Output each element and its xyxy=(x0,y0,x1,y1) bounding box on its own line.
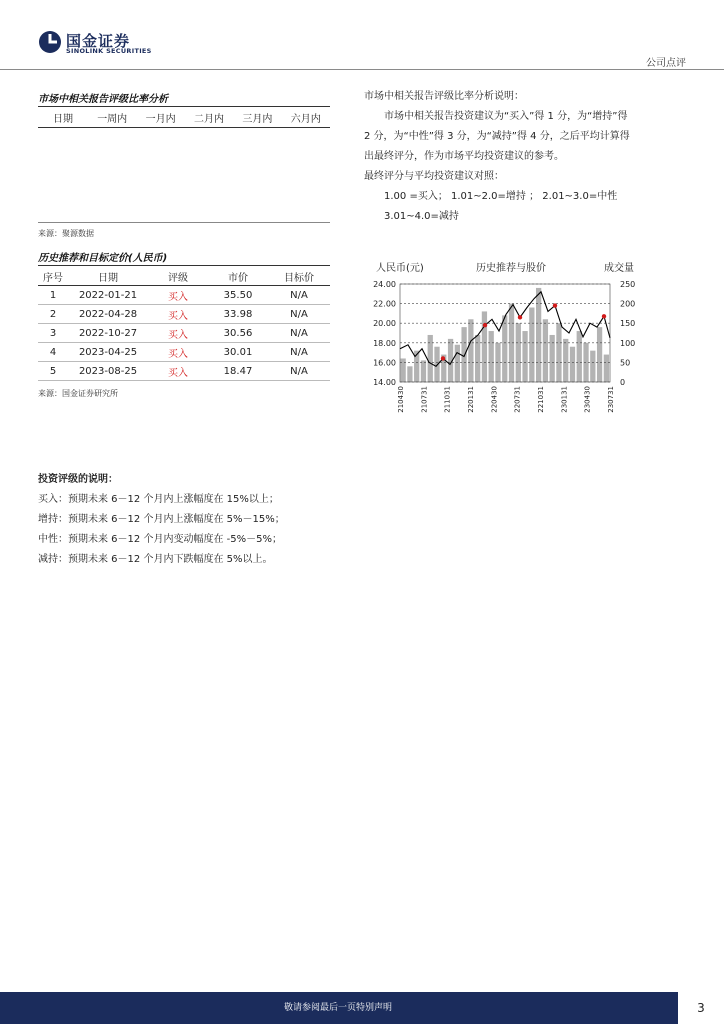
volume-bar xyxy=(543,319,548,382)
rating-table-bottom-rule xyxy=(38,222,330,223)
rating-marker xyxy=(518,315,522,319)
brand-name-en: SINOLINK SECURITIES xyxy=(66,47,152,55)
volume-bar xyxy=(590,351,595,382)
volume-bar xyxy=(529,308,534,382)
history-col-target: 目标价 xyxy=(268,268,330,286)
history-table xyxy=(38,268,330,381)
volume-bar xyxy=(570,347,575,382)
volume-bar xyxy=(516,323,521,382)
rating-col-1m: 一月内 xyxy=(145,113,176,125)
price-history-chart xyxy=(364,256,654,416)
rating-col-3m: 三月内 xyxy=(242,113,273,125)
rating-explain-title: 市场中相关报告评级比率分析说明： xyxy=(364,91,524,102)
brand-logo-icon xyxy=(38,30,62,54)
rating-col-1w: 一周内 xyxy=(97,113,128,125)
volume-bar xyxy=(401,358,406,382)
history-rating: 买入 xyxy=(148,324,208,343)
right-tick-label: 0 xyxy=(620,378,626,387)
history-date: 2023-08-25 xyxy=(68,362,148,381)
rating-ratio-title: 市场中相关报告评级比率分析 xyxy=(38,94,168,105)
x-tick-label: 211031 xyxy=(443,386,452,413)
history-date: 2022-01-21 xyxy=(68,286,148,305)
volume-bar xyxy=(428,335,433,382)
history-col-date: 日期 xyxy=(68,268,148,286)
rating-explain-line2: 2 分，为“中性”得 3 分，为“减持”得 4 分，之后平均计算得 xyxy=(364,131,630,142)
left-tick-label: 18.00 xyxy=(373,338,396,348)
history-target: N/A xyxy=(268,286,330,305)
history-price: 18.47 xyxy=(208,362,268,381)
history-source: 来源：国金证券研究所 xyxy=(38,389,118,398)
chart-ylabel-right: 成交量 xyxy=(604,263,634,274)
x-tick-label: 210430 xyxy=(397,386,405,413)
rating-ratio-source: 来源：聚源数据 xyxy=(38,229,94,238)
rating-explain-line6: 3.01~4.0=减持 xyxy=(384,211,459,222)
brand-name-cn: 国金证券 xyxy=(66,32,131,50)
history-row xyxy=(38,286,330,305)
history-no: 3 xyxy=(38,324,68,343)
history-price: 30.56 xyxy=(208,324,268,343)
volume-bar xyxy=(461,327,466,382)
history-table-top-rule xyxy=(38,265,330,266)
right-tick-label: 200 xyxy=(620,299,636,309)
history-price: 35.50 xyxy=(208,286,268,305)
rating-explain xyxy=(364,87,684,227)
history-row xyxy=(38,324,330,343)
rating-table-top-rule xyxy=(38,106,330,107)
volume-bar xyxy=(597,327,602,382)
rating-marker xyxy=(602,314,606,318)
volume-bar xyxy=(550,335,555,382)
history-target: N/A xyxy=(268,324,330,343)
right-tick-label: 50 xyxy=(620,358,631,368)
right-axis-ticks xyxy=(620,280,635,387)
rating-def-item: 减持：预期未来 6－12 个月内下跌幅度在 5%以上。 xyxy=(38,554,273,565)
x-tick-label: 220131 xyxy=(467,386,475,413)
rating-marker xyxy=(553,303,557,307)
rating-defs-title: 投资评级的说明： xyxy=(38,474,118,485)
rating-col-6m: 六月内 xyxy=(290,113,321,125)
volume-bar xyxy=(522,331,527,382)
left-tick-label: 16.00 xyxy=(373,358,396,368)
volume-bar xyxy=(475,335,480,382)
volume-bar xyxy=(407,366,412,382)
x-tick-label: 221031 xyxy=(537,386,545,413)
volume-bar xyxy=(604,355,609,382)
volume-bar xyxy=(563,339,568,382)
report-type: 公司点评 xyxy=(646,58,686,69)
volume-bar xyxy=(468,319,473,382)
history-target: N/A xyxy=(268,343,330,362)
right-tick-label: 250 xyxy=(620,280,636,289)
right-tick-label: 150 xyxy=(620,319,636,329)
history-rating: 买入 xyxy=(148,286,208,305)
history-title: 历史推荐和目标定价(人民币) xyxy=(38,253,168,264)
history-price: 33.98 xyxy=(208,305,268,324)
left-tick-label: 14.00 xyxy=(373,378,396,387)
rating-def-item: 增持：预期未来 6－12 个月内上涨幅度在 5%－15%； xyxy=(38,514,285,525)
history-col-rating: 评级 xyxy=(148,268,208,286)
x-tick-label: 230430 xyxy=(583,386,592,413)
history-no: 2 xyxy=(38,305,68,324)
x-tick-label: 230731 xyxy=(607,386,615,413)
history-target: N/A xyxy=(268,305,330,324)
x-axis-ticks xyxy=(397,386,615,413)
history-row xyxy=(38,343,330,362)
left-tick-label: 20.00 xyxy=(373,319,396,329)
x-tick-label: 220731 xyxy=(513,386,522,413)
left-axis-ticks xyxy=(373,280,396,387)
history-no: 4 xyxy=(38,343,68,362)
footer-note: 敬请参阅最后一页特别声明 xyxy=(283,1003,392,1013)
volume-bar xyxy=(556,323,561,382)
left-tick-label: 22.00 xyxy=(373,299,396,309)
volume-bar xyxy=(455,345,460,382)
history-rating: 买入 xyxy=(148,343,208,362)
rating-marker xyxy=(483,323,487,327)
history-target: N/A xyxy=(268,362,330,381)
chart-title: 历史推荐与股价 xyxy=(476,263,546,274)
volume-bars xyxy=(401,288,610,382)
page-number: 3 xyxy=(678,992,724,1024)
rating-marker xyxy=(441,356,445,360)
rating-table-header-rule xyxy=(38,127,330,128)
history-no: 5 xyxy=(38,362,68,381)
right-tick-label: 100 xyxy=(620,338,636,348)
rating-col-date: 日期 xyxy=(53,113,73,125)
history-date: 2022-04-28 xyxy=(68,305,148,324)
rating-explain-line5: 1.00 =买入； 1.01~2.0=增持 ； 2.01~3.0=中性 xyxy=(384,191,618,202)
history-row xyxy=(38,305,330,324)
history-date: 2023-04-25 xyxy=(68,343,148,362)
rating-ratio-table xyxy=(38,108,330,126)
rating-explain-line4: 最终评分与平均投资建议对照： xyxy=(364,171,504,182)
rating-def-item: 买入：预期未来 6－12 个月内上涨幅度在 15%以上； xyxy=(38,494,279,505)
history-date: 2022-10-27 xyxy=(68,324,148,343)
rating-col-2m: 二月内 xyxy=(193,113,224,125)
history-price: 30.01 xyxy=(208,343,268,362)
history-rating: 买入 xyxy=(148,362,208,381)
x-tick-label: 230131 xyxy=(560,386,569,413)
history-col-price: 市价 xyxy=(208,268,268,286)
volume-bar xyxy=(502,315,507,382)
history-row xyxy=(38,362,330,381)
header-divider xyxy=(0,69,724,70)
x-tick-label: 210731 xyxy=(420,386,429,413)
history-col-no: 序号 xyxy=(38,268,68,286)
volume-bar xyxy=(536,288,541,382)
history-no: 1 xyxy=(38,286,68,305)
volume-bar xyxy=(577,331,582,382)
volume-bar xyxy=(421,360,426,382)
rating-explain-line1: 市场中相关报告投资建议为“买入”得 1 分，为“增持”得 xyxy=(384,111,628,122)
history-rating: 买入 xyxy=(148,305,208,324)
rating-def-item: 中性：预期未来 6－12 个月内变动幅度在 -5%－5%； xyxy=(38,534,282,545)
rating-definitions xyxy=(38,470,438,570)
rating-explain-line3: 出最终评分，作为市场平均投资建议的参考。 xyxy=(364,151,564,162)
x-tick-label: 220430 xyxy=(490,386,499,413)
volume-bar xyxy=(489,331,494,382)
volume-bar xyxy=(482,311,487,382)
left-tick-label: 24.00 xyxy=(373,280,396,289)
chart-ylabel-left: 人民币(元) xyxy=(376,263,424,274)
